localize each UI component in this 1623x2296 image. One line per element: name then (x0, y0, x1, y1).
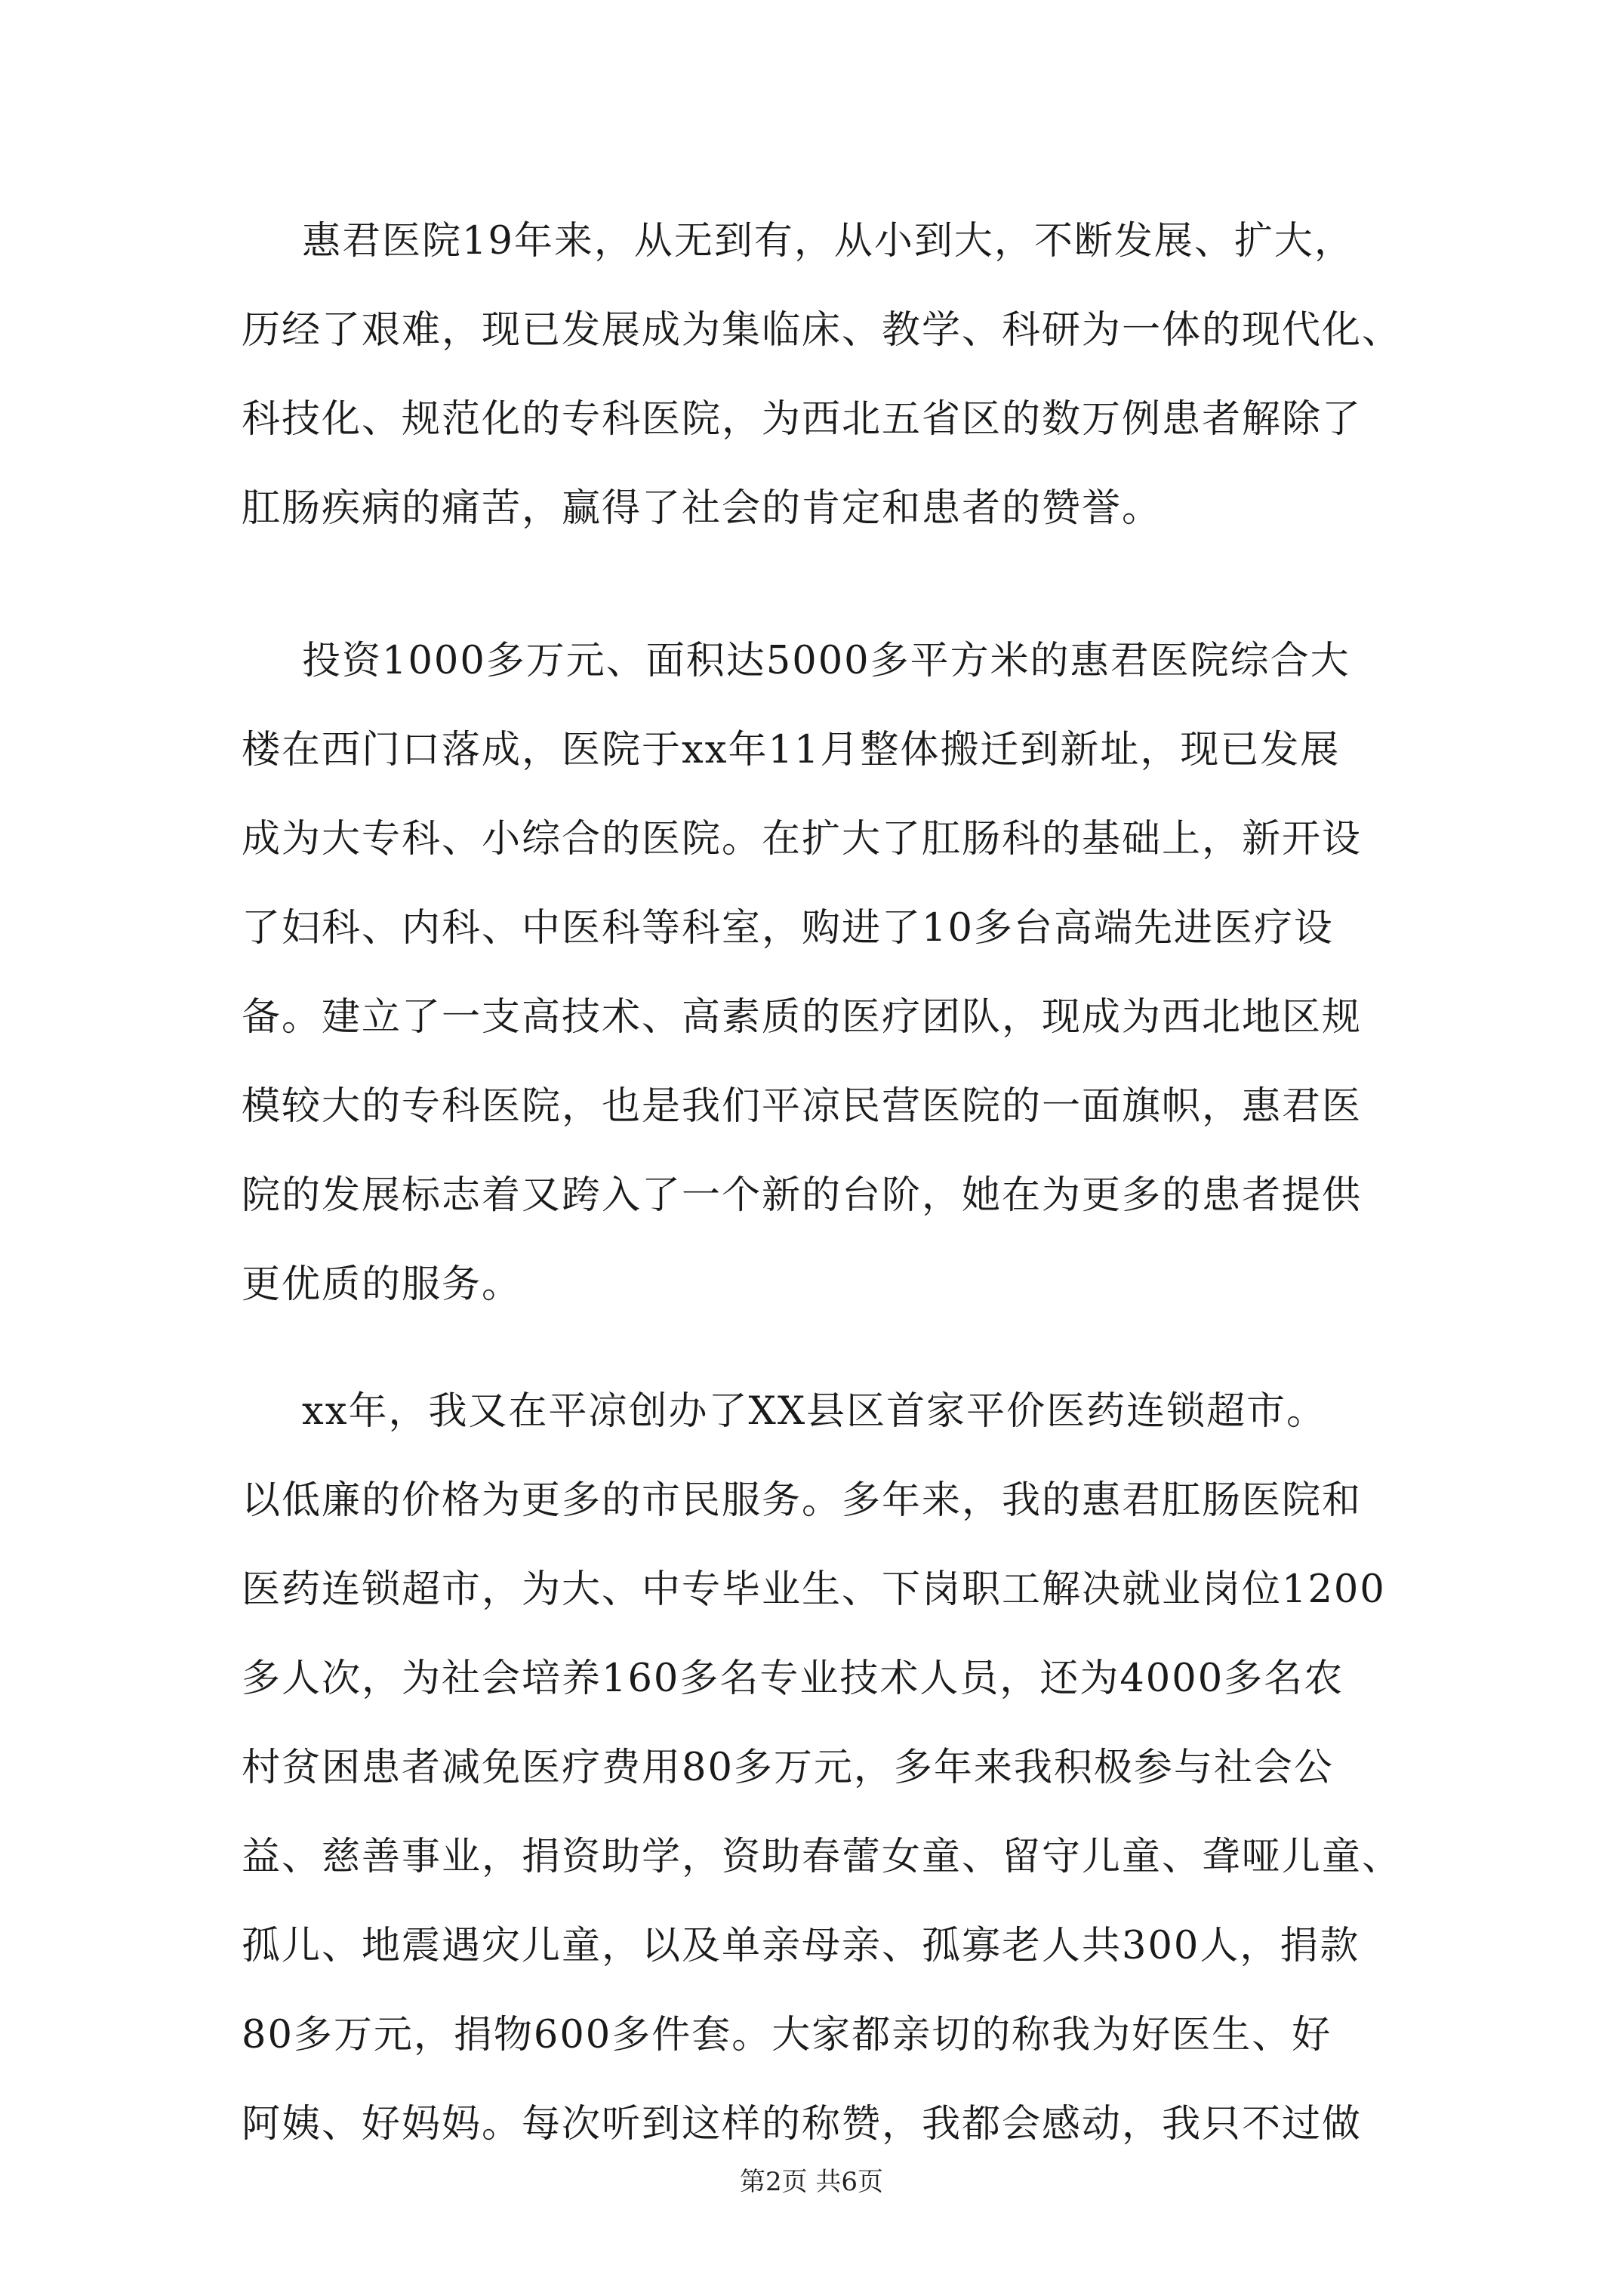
text-line: 历经了艰难，现已发展成为集临床、教学、科研为一体的现代化、 (242, 308, 1403, 353)
text-line: 医药连锁超市，为大、中专毕业生、下岗职工解决就业岗位1200 (242, 1567, 1386, 1612)
text-line: 益、慈善事业，捐资助学，资助春蕾女童、留守儿童、聋哑儿童、 (242, 1835, 1403, 1879)
text-line: 模较大的专科医院，也是我们平凉民营医院的一面旗帜，惠君医 (242, 1084, 1363, 1129)
text-line: 80多万元，捐物600多件套。大家都亲切的称我为好医生、好 (242, 2013, 1332, 2057)
text-line: 备。建立了一支高技术、高素质的医疗团队，现成为西北地区规 (242, 995, 1363, 1040)
text-line: 楼在西门口落成，医院于xx年11月整体搬迁到新址，现已发展 (242, 728, 1341, 772)
text-line: 肛肠疾病的痛苦，赢得了社会的肯定和患者的赞誉。 (242, 486, 1163, 531)
text-line: 更优质的服务。 (242, 1262, 522, 1307)
text-line: 孤儿、地震遇灾儿童，以及单亲母亲、孤寡老人共300人，捐款 (242, 1924, 1360, 1968)
text-line: 以低廉的价格为更多的市民服务。多年来，我的惠君肛肠医院和 (242, 1478, 1363, 1523)
text-line: 了妇科、内科、中医科等科室，购进了10多台高端先进医疗设 (242, 906, 1334, 951)
text-line: 成为大专科、小综合的医院。在扩大了肛肠科的基础上，新开设 (242, 817, 1363, 861)
text-line: 院的发展标志着又跨入了一个新的台阶，她在为更多的患者提供 (242, 1173, 1363, 1218)
text-line: 科技化、规范化的专科医院，为西北五省区的数万例患者解除了 (242, 397, 1363, 442)
text-line: 多人次，为社会培养160多名专业技术人员，还为4000多名农 (242, 1657, 1344, 1701)
text-line: xx年，我又在平凉创办了XX县区首家平价医药连锁超市。 (302, 1389, 1327, 1434)
text-line: 村贫困患者减免医疗费用80多万元，多年来我积极参与社会公 (242, 1746, 1334, 1790)
page-number-footer: 第2页 共6页 (739, 2167, 884, 2197)
text-line: 阿姨、好妈妈。每次听到这样的称赞，我都会感动，我只不过做 (242, 2102, 1363, 2147)
text-line: 惠君医院19年来，从无到有，从小到大，不断发展、扩大， (302, 219, 1354, 264)
text-line: 投资1000多万元、面积达5000多平方米的惠君医院综合大 (302, 639, 1350, 683)
